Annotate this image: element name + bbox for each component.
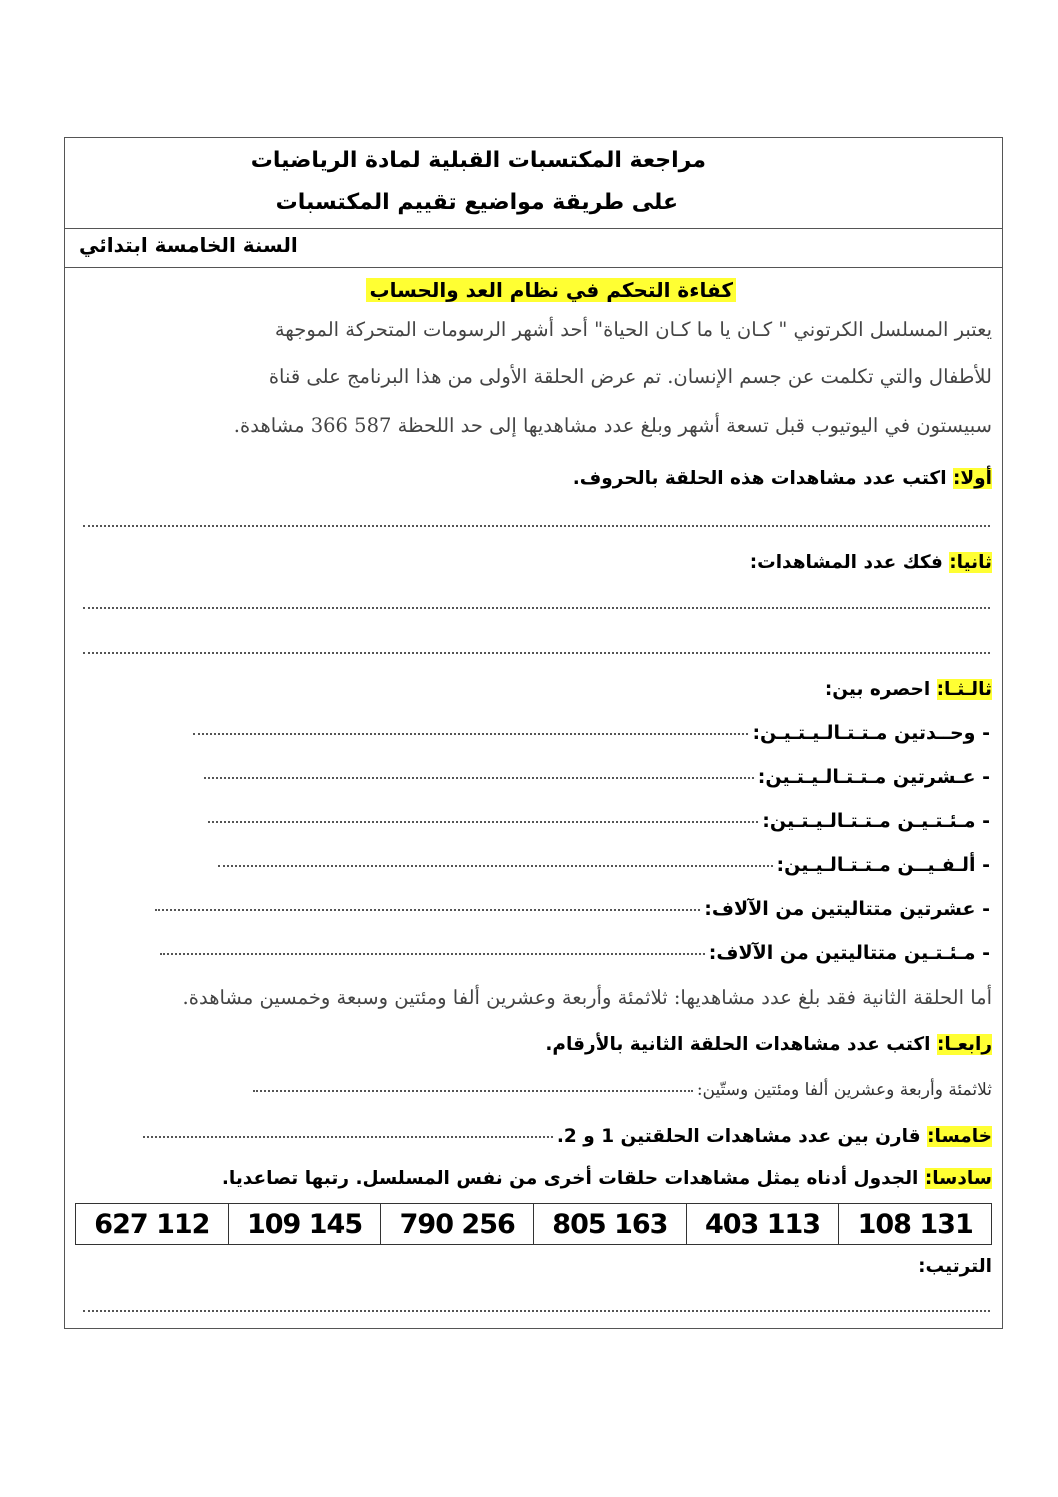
question-3-label: ثالـثـا: (936, 679, 992, 700)
question-1 (573, 468, 992, 489)
question-2 (750, 552, 992, 573)
question-4-answer-line[interactable] (253, 1090, 693, 1092)
question-2-label: ثانيا: (949, 552, 992, 573)
views-table (75, 1203, 992, 1245)
question-6-label: سادسا: (924, 1168, 992, 1189)
grade-divider (65, 267, 1002, 268)
question-6-text: الجدول أدناه يمثل مشاهدات حلقات أخرى من نفس المسلسل. رتبها تصاعديا. (221, 1168, 925, 1189)
question-3-text: احصره بين: (824, 679, 937, 700)
question-4-prompt-row (253, 1080, 992, 1100)
views-cell-1: 131 108 (839, 1204, 992, 1245)
answer-line-2a[interactable] (83, 607, 990, 609)
question-4-label: رابعـا: (936, 1034, 992, 1055)
question-1-label: أولا: (952, 468, 992, 489)
story2-line: أما الحلقة الثانية فقد بلغ عدد مشاهديها: ثلاثمئة وأربعة وعشرين ألفا ومئتين وسبعة وخمسين مشاهدة. (182, 986, 992, 1009)
question-5-label: خامسا: (927, 1126, 992, 1147)
story-line-3: سبيستون في اليوتيوب قبل تسعة أشهر وبلغ عدد مشاهديها إلى حد اللحظة 587 366 مشاهدة. (233, 414, 992, 437)
views-table-row (76, 1204, 992, 1245)
bound-item-tens (204, 766, 990, 788)
story-line-2: للأطفال والتي تكلمت عن جسم الإنسان. تم عرض الحلقة الأولى من هذا البرنامج على قناة (268, 365, 992, 388)
bound-item-hundreds-label: - مـئـتـيـن مـتـتـالـيـتـين: (762, 810, 990, 832)
bound-item-thousands-line[interactable] (218, 865, 773, 867)
bound-item-units-label: - وحــدتين مـتـتـالـيـتـيـن: (752, 722, 990, 744)
views-cell-5: 145 109 (228, 1204, 381, 1245)
question-4-prompt: ثلاثمئة وأربعة وعشرين ألفا ومئتين وستّين: (696, 1080, 992, 1100)
bound-item-ten-thousands-label: - عشرتين متتاليتين من الآلاف: (704, 898, 990, 920)
bound-item-hundred-thousands-label: - مـئـتـين متتاليتين من الآلاف: (708, 942, 990, 964)
views-cell-4: 256 790 (381, 1204, 534, 1245)
bound-item-units-line[interactable] (193, 733, 748, 735)
answer-line-1[interactable] (83, 525, 990, 527)
answer-line-2b[interactable] (83, 652, 990, 654)
grade-label: السنة الخامسة ابتدائي (79, 233, 298, 257)
question-4-text: اكتب عدد مشاهدات الحلقة الثانية بالأرقام. (545, 1034, 937, 1055)
question-5-answer-line[interactable] (143, 1136, 553, 1138)
bound-item-hundreds-line[interactable] (208, 821, 758, 823)
bound-item-ten-thousands-line[interactable] (155, 909, 700, 911)
story-line-1: يعتبر المسلسل الكرتوني " كـان يا ما كـان الحياة" أحد أشهر الرسومات المتحركة الموجهة (274, 318, 992, 341)
views-cell-2: 113 403 (686, 1204, 839, 1245)
question-5 (143, 1126, 992, 1147)
question-1-text: اكتب عدد مشاهدات هذه الحلقة بالحروف. (572, 468, 953, 489)
title-line-1: مراجعة المكتسبات القبلية لمادة الرياضيات (250, 148, 706, 173)
question-6 (222, 1168, 992, 1189)
bound-item-thousands (218, 854, 991, 876)
question-2-text: فكك عدد المشاهدات: (749, 552, 950, 573)
question-3 (825, 679, 992, 700)
bound-item-hundreds (208, 810, 990, 832)
question-5-text: قارن بين عدد مشاهدات الحلقتين 1 و 2. (556, 1126, 928, 1147)
question-4 (545, 1034, 992, 1055)
views-cell-3: 163 805 (534, 1204, 687, 1245)
ordering-answer-line[interactable] (83, 1310, 990, 1312)
title-line-2: على طريقة مواضيع تقييم المكتسبات (275, 190, 678, 215)
bound-item-units (193, 722, 990, 744)
bound-item-ten-thousands (155, 898, 990, 920)
bound-item-tens-label: - عـشرتين مـتـتـالـيـتـين: (757, 766, 990, 788)
ordering-label: الترتيب: (918, 1256, 992, 1277)
views-cell-6: 112 627 (76, 1204, 229, 1245)
competency-heading: كفاءة التحكم في نظام العد والحساب (366, 278, 736, 302)
worksheet-frame (64, 137, 1003, 1329)
bound-item-hundred-thousands (160, 942, 990, 964)
bound-item-thousands-label: - ألـفـيــن مـتـتـالـيـين: (776, 854, 990, 876)
bound-item-tens-line[interactable] (204, 777, 754, 779)
header-divider (65, 228, 1002, 229)
bound-item-hundred-thousands-line[interactable] (160, 953, 705, 955)
